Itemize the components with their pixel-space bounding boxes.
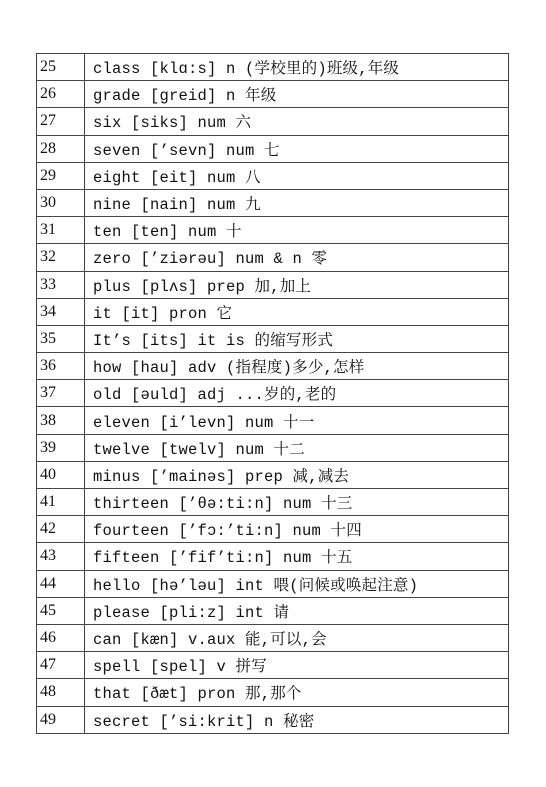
row-number: 25 (37, 54, 85, 81)
table-row (37, 298, 509, 325)
vocab-entry: eleven [i’levn] num 十一 (85, 407, 509, 434)
vocab-entry: ten [ten] num 十 (85, 217, 509, 244)
vocab-entry: please [pli:z] int 请 (85, 597, 509, 624)
table-row (37, 706, 509, 733)
table-row (37, 108, 509, 135)
row-number: 33 (37, 271, 85, 298)
vocab-entry: eight [eit] num 八 (85, 162, 509, 189)
row-number: 48 (37, 679, 85, 706)
row-number: 31 (37, 217, 85, 244)
vocab-entry: fifteen [’fif’ti:n] num 十五 (85, 543, 509, 570)
vocab-entry: secret [’si:krit] n 秘密 (85, 706, 509, 733)
table-row (37, 597, 509, 624)
row-number: 38 (37, 407, 85, 434)
row-number: 46 (37, 624, 85, 651)
row-number: 26 (37, 81, 85, 108)
row-number: 39 (37, 434, 85, 461)
vocab-entry: It’s [its] it is 的缩写形式 (85, 325, 509, 352)
vocab-entry: how [hau] adv (指程度)多少,怎样 (85, 353, 509, 380)
vocab-entry: minus [’mainəs] prep 减,减去 (85, 461, 509, 488)
row-number: 49 (37, 706, 85, 733)
vocab-entry: plus [plʌs] prep 加,加上 (85, 271, 509, 298)
vocab-entry: fourteen [’fɔ:’ti:n] num 十四 (85, 516, 509, 543)
table-row (37, 217, 509, 244)
row-number: 44 (37, 570, 85, 597)
vocab-entry: nine [nain] num 九 (85, 189, 509, 216)
vocab-entry: can [kæn] v.aux 能,可以,会 (85, 624, 509, 651)
vocab-entry: six [siks] num 六 (85, 108, 509, 135)
table-row (37, 54, 509, 81)
vocab-entry: old [əuld] adj ...岁的,老的 (85, 380, 509, 407)
row-number: 37 (37, 380, 85, 407)
row-number: 32 (37, 244, 85, 271)
row-number: 29 (37, 162, 85, 189)
table-row (37, 624, 509, 651)
vocab-entry: twelve [twelv] num 十二 (85, 434, 509, 461)
table-row (37, 380, 509, 407)
row-number: 42 (37, 516, 85, 543)
vocab-entry: that [ðæt] pron 那,那个 (85, 679, 509, 706)
table-row (37, 516, 509, 543)
vocab-entry: hello [hə’ləu] int 喂(问候或唤起注意) (85, 570, 509, 597)
vocab-entry: thirteen [’θə:ti:n] num 十三 (85, 489, 509, 516)
table-row (37, 652, 509, 679)
table-row (37, 81, 509, 108)
table-row (37, 271, 509, 298)
table-row (37, 353, 509, 380)
vocabulary-table (36, 53, 509, 734)
row-number: 40 (37, 461, 85, 488)
table-row (37, 325, 509, 352)
row-number: 43 (37, 543, 85, 570)
vocab-entry: zero [’ziərəu] num & n 零 (85, 244, 509, 271)
row-number: 45 (37, 597, 85, 624)
row-number: 47 (37, 652, 85, 679)
table-row (37, 570, 509, 597)
table-row (37, 407, 509, 434)
table-row (37, 461, 509, 488)
row-number: 34 (37, 298, 85, 325)
row-number: 28 (37, 135, 85, 162)
vocab-entry: seven [’sevn] num 七 (85, 135, 509, 162)
table-row (37, 679, 509, 706)
row-number: 36 (37, 353, 85, 380)
table-row (37, 543, 509, 570)
row-number: 30 (37, 189, 85, 216)
row-number: 27 (37, 108, 85, 135)
row-number: 35 (37, 325, 85, 352)
table-row (37, 162, 509, 189)
table-row (37, 189, 509, 216)
table-row (37, 434, 509, 461)
vocab-entry: it [it] pron 它 (85, 298, 509, 325)
vocab-entry: class [klɑ:s] n (学校里的)班级,年级 (85, 54, 509, 81)
table-row (37, 135, 509, 162)
table-row (37, 244, 509, 271)
vocab-entry: spell [spel] v 拼写 (85, 652, 509, 679)
vocab-entry: grade [greid] n 年级 (85, 81, 509, 108)
table-row (37, 489, 509, 516)
row-number: 41 (37, 489, 85, 516)
